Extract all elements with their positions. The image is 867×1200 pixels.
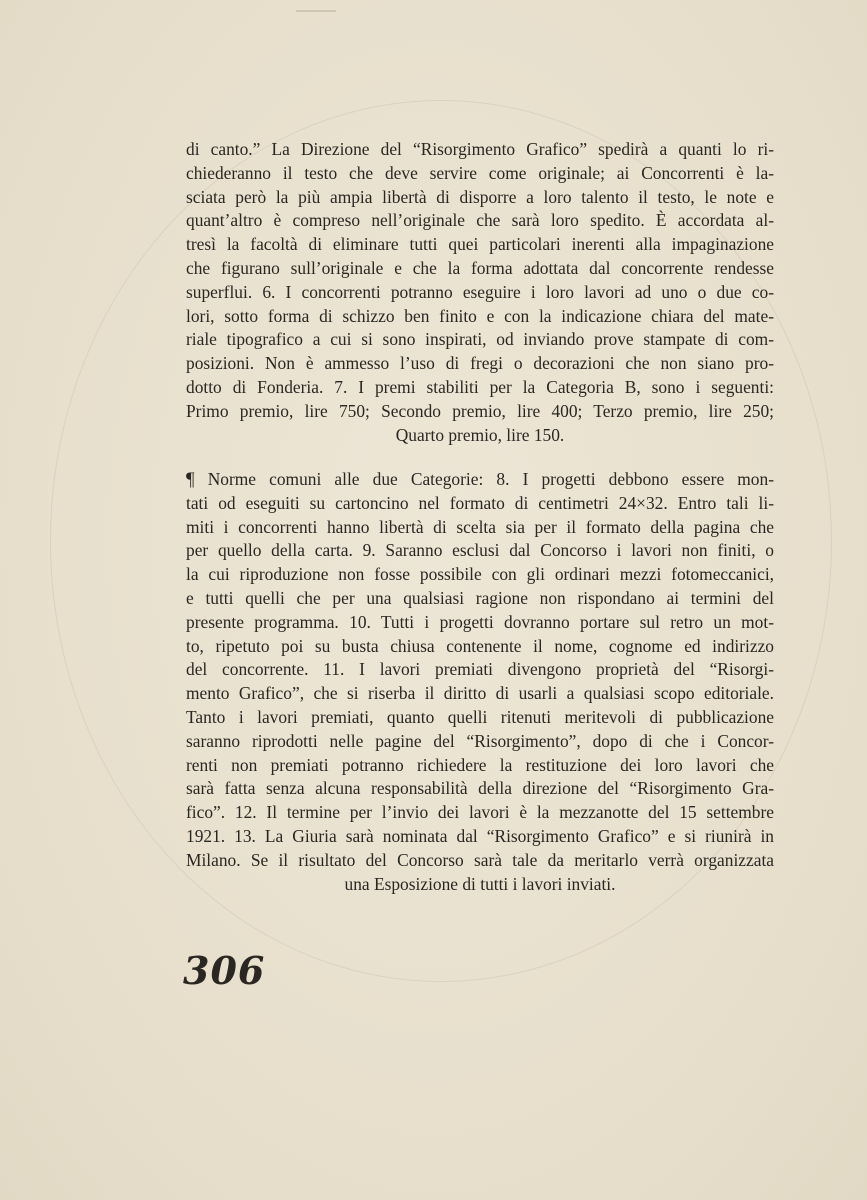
text-line-final: una Esposizione di tutti i lavori inviati. bbox=[344, 873, 616, 894]
text-line: e tutti quelli che per una qualsiasi ragione non rispondano ai termini del bbox=[186, 587, 774, 608]
paragraph-common-rules bbox=[186, 468, 774, 896]
text-line: Milano. Se il risultato del Concorso sarà tale da meritarlo verrà organizzata bbox=[186, 849, 774, 870]
top-edge-mark bbox=[296, 10, 336, 12]
text-line: del concorrente. 11. I lavori premiati divengono proprietà del “Risorgi- bbox=[186, 659, 774, 680]
text-line: 1921. 13. La Giuria sarà nominata dal “Risorgimento Grafico” e si riunirà in bbox=[186, 825, 774, 846]
text-line: dotto di Fonderia. 7. I premi stabiliti per la Categoria B, sono i seguenti: bbox=[186, 376, 774, 397]
text-line: di canto.” La Direzione del “Risorgimento Grafico” spedirà a quanti lo ri- bbox=[186, 139, 774, 159]
text-line: chiederanno il testo che deve servire come originale; ai Concorrenti è la- bbox=[186, 162, 774, 183]
text-line: che figurano sull’originale e che la forma adottata dal concorrente rendesse bbox=[186, 257, 774, 278]
text-line: presente programma. 10. Tutti i progetti dovranno portare sul retro un mot- bbox=[186, 611, 774, 632]
text-line: saranno riprodotti nelle pagine del “Risorgimento”, dopo di che i Concor- bbox=[186, 730, 774, 751]
text-line-first-content: Norme comuni alle due Categorie: 8. I progetti debbono essere mon- bbox=[207, 469, 774, 489]
text-line: sarà fatta senza alcuna responsabilità della direzione del “Risorgimento Gra- bbox=[186, 778, 774, 799]
text-line: fico”. 12. Il termine per l’invio dei lavori è la mezzanotte del 15 settembre bbox=[186, 802, 774, 823]
text-line: renti non premiati potranno richiedere la restituzione dei loro lavori che bbox=[186, 754, 774, 775]
text-line: riale tipografico a cui si sono inspirati, od inviando prove stampate di com- bbox=[186, 329, 774, 350]
text-line: Primo premio, lire 750; Secondo premio, lire 400; Terzo premio, lire 250; bbox=[186, 400, 774, 421]
text-line: superflui. 6. I concorrenti potranno eseguire i loro lavori ad uno o due co- bbox=[186, 281, 774, 302]
text-line: per quello della carta. 9. Saranno esclusi dal Concorso i lavori non finiti, o bbox=[186, 540, 774, 561]
text-line: tresì la facoltà di eliminare tutti quei particolari inerenti alla impaginazione bbox=[186, 234, 774, 255]
paragraph-rules-category-b bbox=[186, 138, 774, 447]
text-line: lori, sotto forma di schizzo ben finito e con la indicazione chiara del mate- bbox=[186, 305, 774, 326]
text-line-final: Quarto premio, lire 150. bbox=[395, 424, 565, 445]
text-line: mento Grafico”, che si riserba il diritto di usarli a qualsiasi scopo editoriale. bbox=[186, 683, 774, 704]
paragraph-mark-icon: ¶ bbox=[186, 469, 195, 490]
text-line: to, ripetuto poi su busta chiusa contenente il nome, cognome ed indirizzo bbox=[186, 635, 774, 656]
text-line: Tanto i lavori premiati, quanto quelli ritenuti meritevoli di pubblicazione bbox=[186, 706, 774, 727]
text-line: posizioni. Non è ammesso l’uso di fregi o decorazioni che non siano pro- bbox=[186, 353, 774, 374]
page-number: 306 bbox=[183, 948, 266, 993]
text-line: quant’altro è compreso nell’originale che sarà loro spedito. È accordata al- bbox=[186, 210, 774, 231]
text-line: sciata però la più ampia libertà di disporre a loro talento il testo, le note e bbox=[186, 186, 774, 207]
text-line-first bbox=[186, 468, 774, 492]
text-line: miti i concorrenti hanno libertà di scelta sia per il formato della pagina che bbox=[186, 516, 774, 537]
text-line: la cui riproduzione non fosse possibile con gli ordinari mezzi fotomeccanici, bbox=[186, 564, 774, 585]
text-line: tati od eseguiti su cartoncino nel formato di centimetri 24×32. Entro tali li- bbox=[186, 492, 774, 513]
